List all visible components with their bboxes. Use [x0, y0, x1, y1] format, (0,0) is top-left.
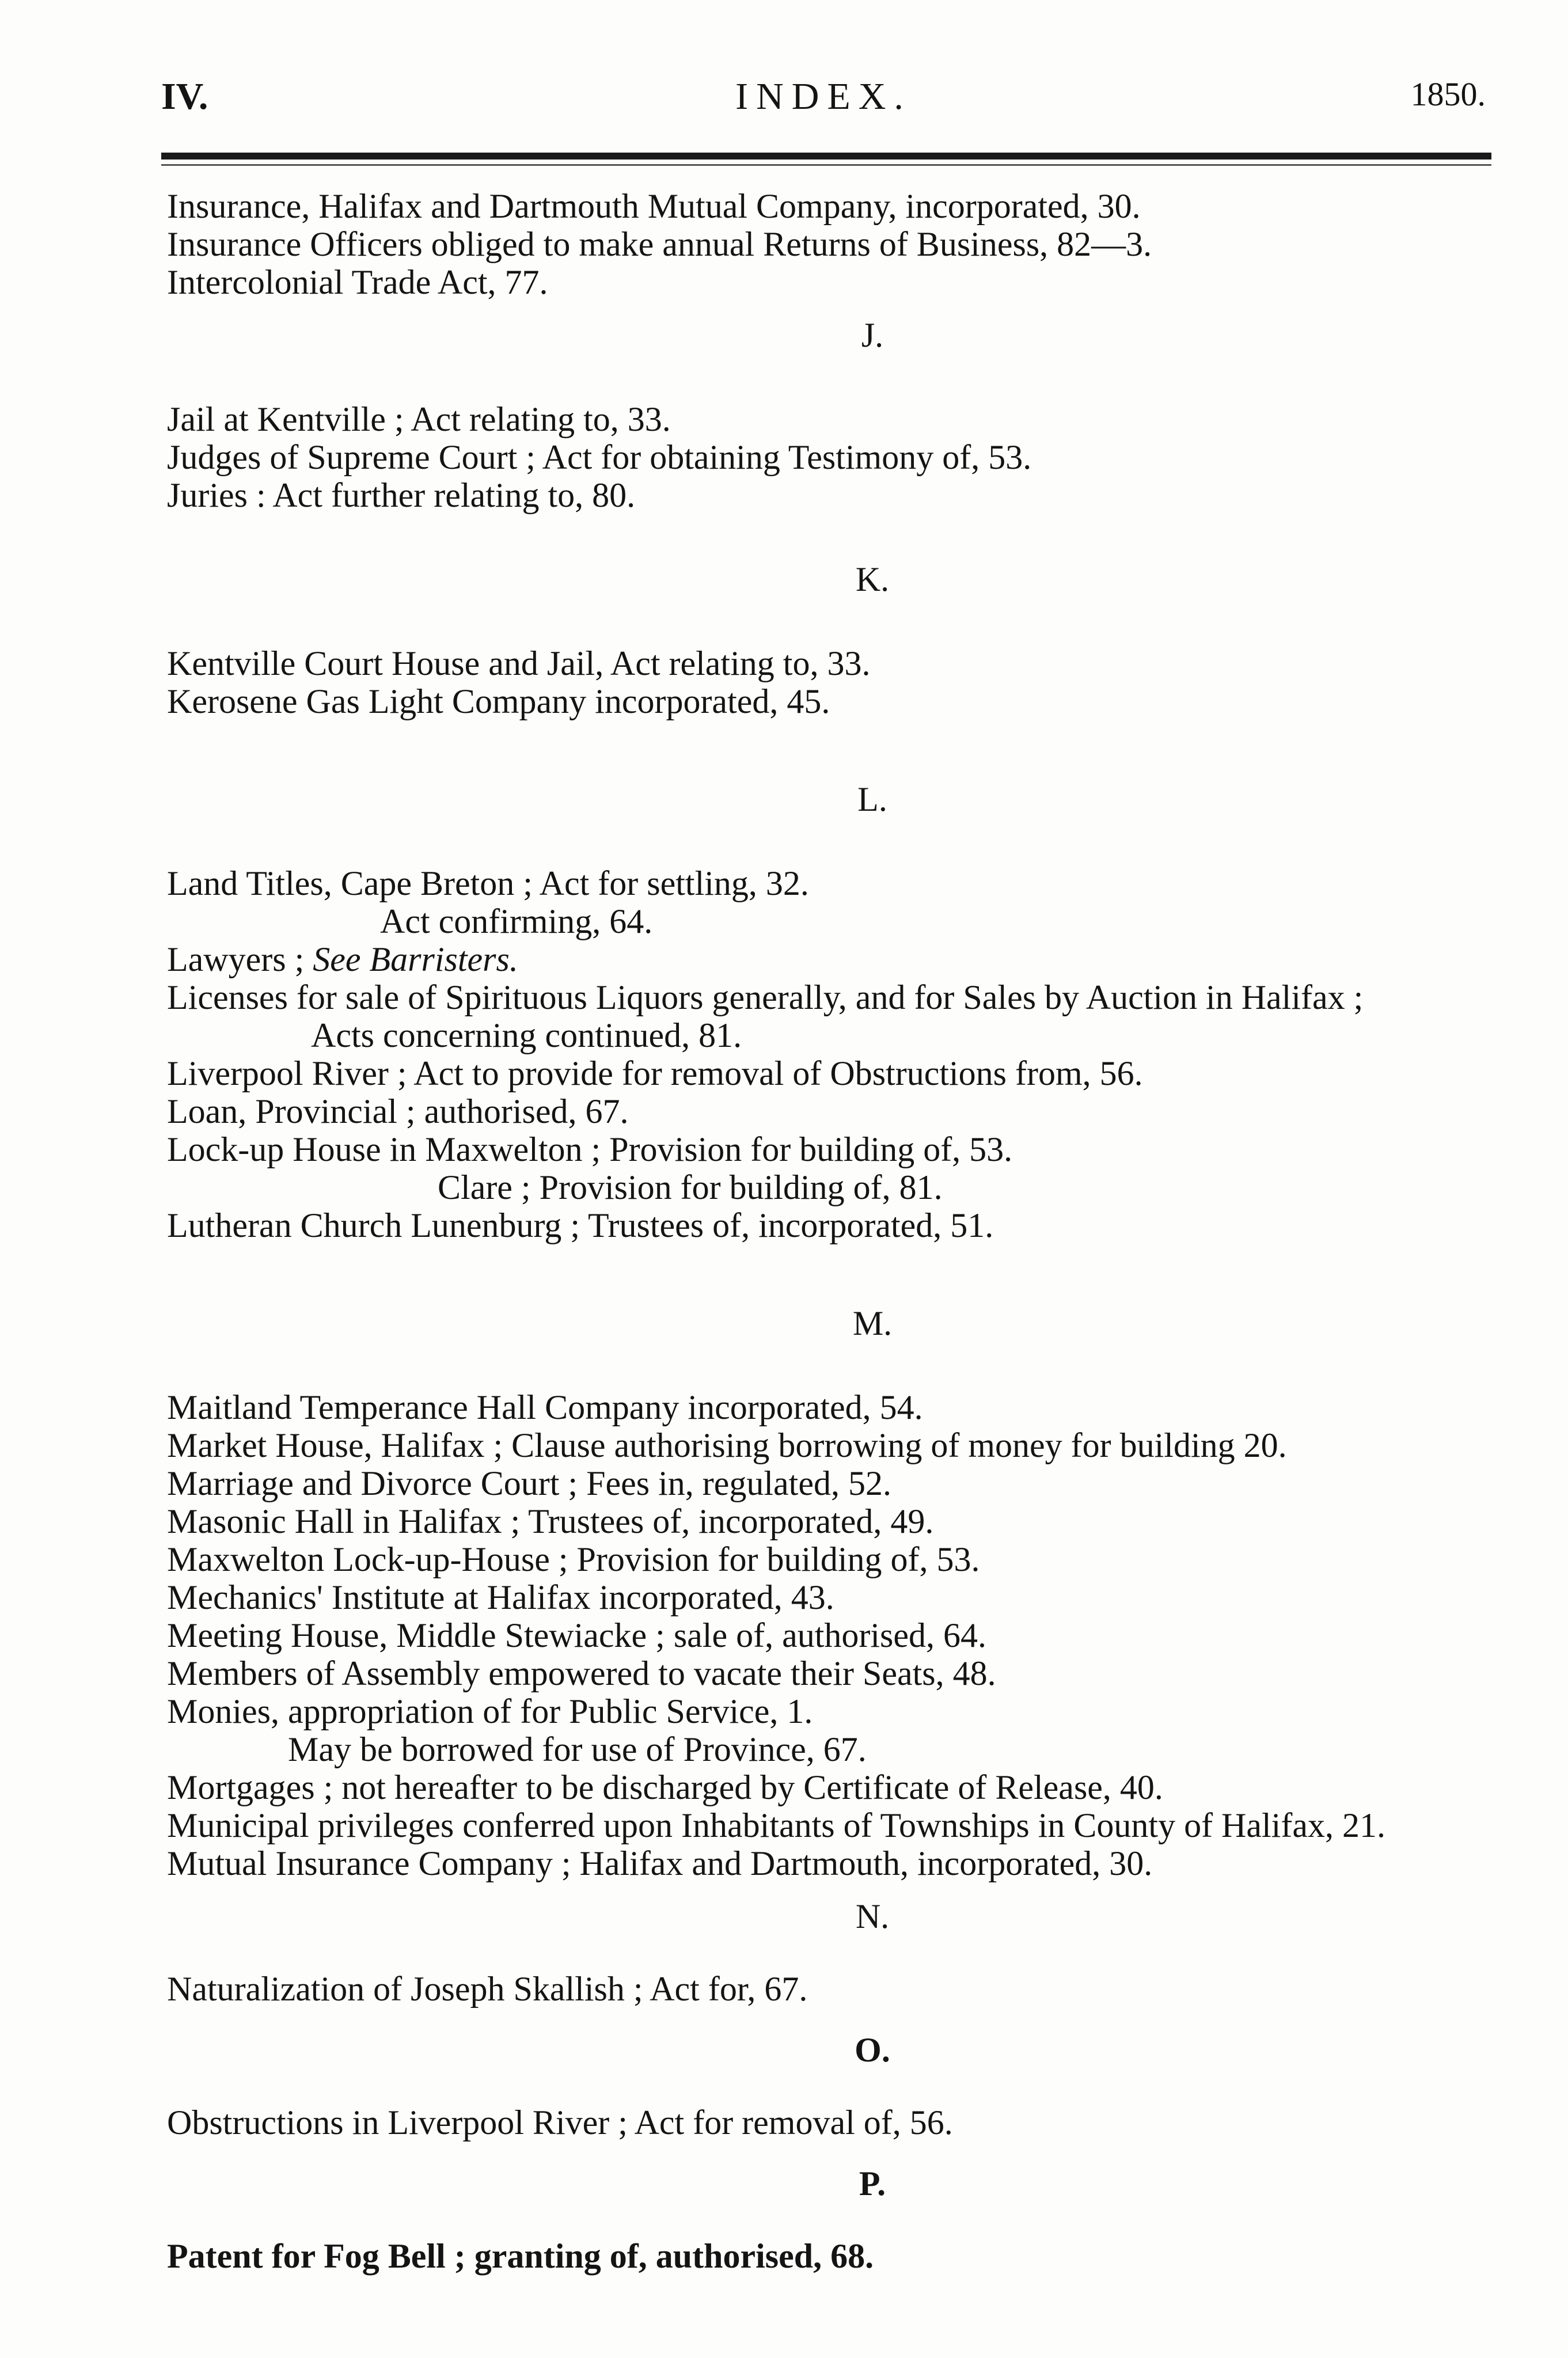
index-entry: Members of Assembly empowered to vacate their Seats, 48. [167, 1654, 996, 1692]
index-entry: Land Titles, Cape Breton ; Act for settling, 32. [167, 864, 809, 902]
index-entry: Mutual Insurance Company ; Halifax and Dartmouth, incorporated, 30. [167, 1844, 1153, 1882]
index-entry: Lutheran Church Lunenburg ; Trustees of, incorporated, 51. [167, 1206, 994, 1244]
index-entry: Marriage and Divorce Court ; Fees in, regulated, 52. [167, 1464, 891, 1502]
section-letter-p: P. [859, 2165, 886, 2203]
header-rule-thin [161, 164, 1491, 166]
index-entry: Mortgages ; not hereafter to be discharged by Certificate of Release, 40. [167, 1768, 1163, 1806]
index-entry: Maxwelton Lock-up-House ; Provision for building of, 53. [167, 1540, 980, 1578]
index-subentry: May be borrowed for use of Province, 67. [288, 1730, 867, 1768]
index-entry: Kentville Court House and Jail, Act relating to, 33. [167, 644, 871, 682]
index-entry: Insurance, Halifax and Dartmouth Mutual Company, incorporated, 30. [167, 187, 1141, 225]
header-rule [161, 153, 1491, 160]
index-entry: Maitland Temperance Hall Company incorporated, 54. [167, 1388, 923, 1426]
section-letter-j: J. [861, 316, 884, 354]
index-content [167, 187, 1509, 2275]
page-number: IV. [161, 75, 208, 117]
section-letter-n: N. [855, 1897, 890, 1935]
index-entry: Insurance Officers obliged to make annual Returns of Business, 82—3. [167, 225, 1152, 263]
page-year: 1850. [1410, 75, 1486, 113]
index-entry: Meeting House, Middle Stewiacke ; sale of, authorised, 64. [167, 1616, 987, 1654]
index-entry: Naturalization of Joseph Skallish ; Act for, 67. [167, 1970, 808, 2008]
page-title: INDEX. [735, 75, 912, 117]
section-letter-k: K. [855, 560, 890, 598]
index-entry: Judges of Supreme Court ; Act for obtaining Testimony of, 53. [167, 438, 1032, 476]
index-entry: Obstructions in Liverpool River ; Act for removal of, 56. [167, 2103, 953, 2141]
index-entry: Masonic Hall in Halifax ; Trustees of, incorporated, 49. [167, 1502, 934, 1540]
index-entry: Intercolonial Trade Act, 77. [167, 263, 548, 301]
index-subentry: Clare ; Provision for building of, 81. [438, 1168, 943, 1206]
index-entry: Kerosene Gas Light Company incorporated, 45. [167, 682, 830, 720]
index-entry: Lock-up House in Maxwelton ; Provision for building of, 53. [167, 1130, 1013, 1168]
index-entry [167, 940, 1509, 978]
section-letter-l: L. [857, 780, 887, 818]
index-entry: Liverpool River ; Act to provide for removal of Obstructions from, 56. [167, 1054, 1143, 1092]
index-entry: Monies, appropriation of for Public Service, 1. [167, 1692, 813, 1730]
index-entry: Municipal privileges conferred upon Inhabitants of Townships in County of Halifax, 21. [167, 1806, 1385, 1844]
section-letter-m: M. [852, 1304, 893, 1342]
section-letter-o: O. [855, 2031, 890, 2069]
index-entry: Juries : Act further relating to, 80. [167, 476, 636, 514]
index-subentry: Acts concerning continued, 81. [311, 1016, 742, 1054]
index-entry: Jail at Kentville ; Act relating to, 33. [167, 400, 671, 438]
entry-text: Lawyers ; [167, 940, 313, 978]
index-entry: Mechanics' Institute at Halifax incorporated, 43. [167, 1578, 834, 1616]
index-entry: Loan, Provincial ; authorised, 67. [167, 1092, 629, 1130]
index-subentry: Act confirming, 64. [380, 902, 653, 940]
page-header [161, 75, 1486, 127]
index-entry: Market House, Halifax ; Clause authorising borrowing of money for building 20. [167, 1426, 1287, 1464]
cross-reference: See Barristers. [313, 940, 518, 978]
index-entry: Licenses for sale of Spirituous Liquors generally, and for Sales by Auction in Halifax ; [167, 978, 1364, 1016]
index-entry: Patent for Fog Bell ; granting of, authorised, 68. [167, 2237, 874, 2275]
